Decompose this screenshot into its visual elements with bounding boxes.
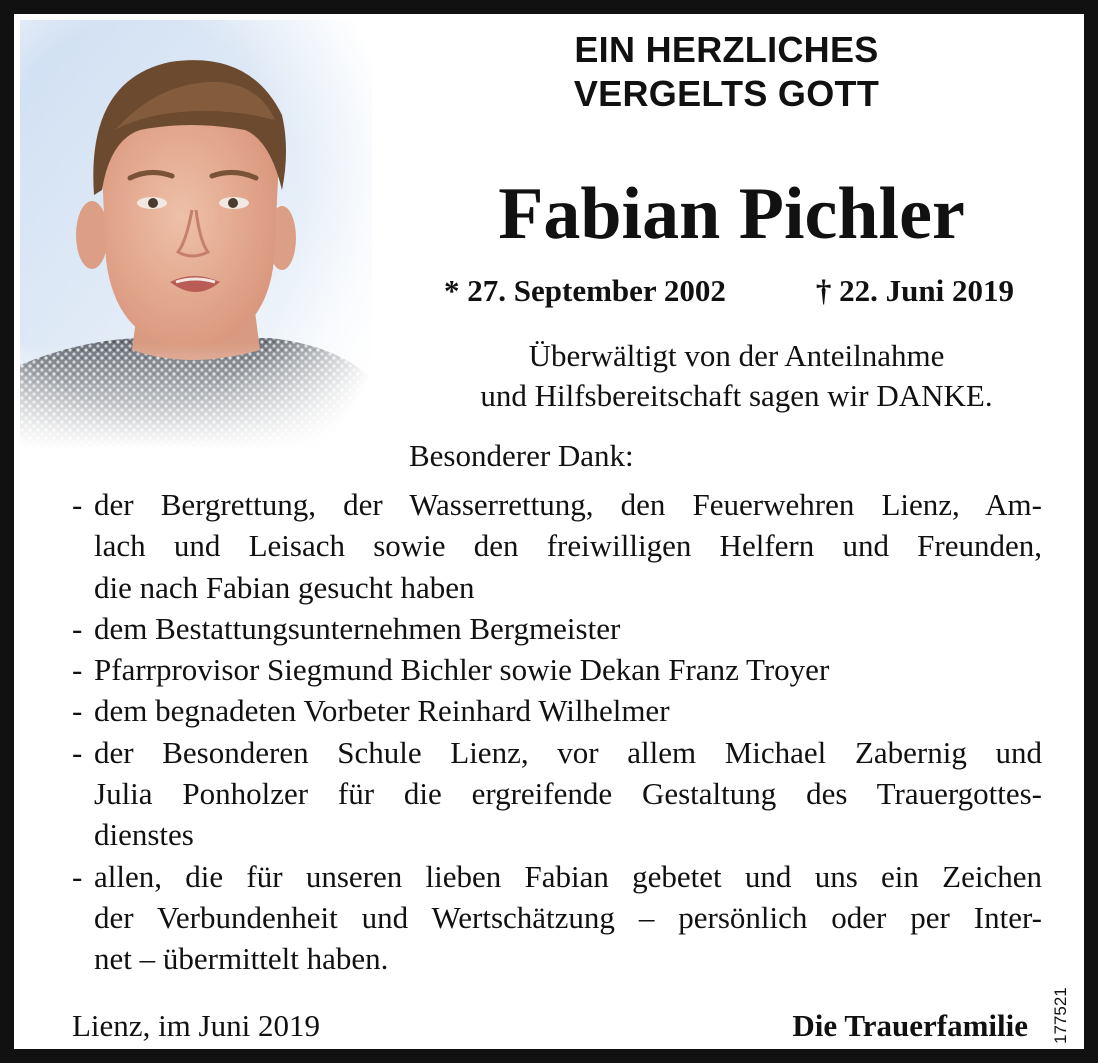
list-item bbox=[72, 649, 1042, 690]
list-item-line: dienstes bbox=[94, 817, 194, 853]
list-item bbox=[72, 690, 1042, 731]
list-item-line: dem begnadeten Vorbeter Reinhard Wilhelmer bbox=[94, 693, 670, 729]
headline-line-2: VERGELTS GOTT bbox=[573, 73, 880, 114]
list-item-line: allen, die für unseren lieben Fabian gebetet und uns ein Zeichen bbox=[94, 858, 1042, 894]
thanks-line-2: und Hilfsbereitschaft sagen wir DANKE. bbox=[480, 378, 993, 413]
thanks-message bbox=[404, 336, 1069, 416]
signature: Die Trauerfamilie bbox=[792, 1008, 1028, 1043]
list-item-line: net – übermittelt haben. bbox=[94, 941, 389, 977]
headline-line-1: EIN HERZLICHES bbox=[574, 29, 879, 70]
list-item bbox=[72, 856, 1042, 980]
list-item-line: der Besonderen Schule Lienz, vor allem Michael Zabernig und bbox=[94, 734, 1042, 770]
list-item bbox=[72, 484, 1042, 608]
thanks-line-1: Überwältigt von der Anteilnahme bbox=[528, 338, 945, 373]
list-dash: - bbox=[72, 734, 83, 770]
place-date: Lienz, im Juni 2019 bbox=[72, 1008, 320, 1043]
list-item bbox=[72, 608, 1042, 649]
list-item-line: der Bergrettung, der Wasserrettung, den Feuerwehren Lienz, Am- bbox=[94, 487, 1042, 522]
list-item-line: der Verbundenheit und Wertschätzung – persönlich oder per Inter- bbox=[94, 899, 1042, 935]
list-dash: - bbox=[72, 693, 83, 729]
list-dash: - bbox=[72, 610, 83, 646]
death-date: † 22. Juni 2019 bbox=[815, 273, 1014, 308]
list-dash: - bbox=[72, 487, 83, 522]
list-item-line: dem Bestattungsunternehmen Bergmeister bbox=[94, 610, 621, 646]
ad-code: 177521 bbox=[1051, 987, 1070, 1044]
list-dash: - bbox=[72, 652, 83, 688]
birth-date: * 27. September 2002 bbox=[444, 273, 726, 308]
portrait-photo bbox=[20, 20, 372, 450]
list-item-line: die nach Fabian gesucht haben bbox=[94, 569, 475, 605]
list-dash: - bbox=[72, 858, 83, 894]
thanks-list bbox=[72, 484, 1042, 980]
headline bbox=[459, 28, 994, 116]
list-item-line: Pfarrprovisor Siegmund Bichler sowie Dekan Franz Troyer bbox=[94, 652, 830, 688]
list-item-line: Julia Ponholzer für die ergreifende Gestaltung des Trauergottes- bbox=[94, 776, 1042, 812]
special-thanks-heading: Besonderer Dank: bbox=[409, 438, 634, 473]
deceased-name: Fabian Pichler bbox=[498, 173, 965, 255]
list-item-line: lach und Leisach sowie den freiwilligen Helfern und Freunden, bbox=[94, 528, 1042, 564]
list-item bbox=[72, 732, 1042, 856]
